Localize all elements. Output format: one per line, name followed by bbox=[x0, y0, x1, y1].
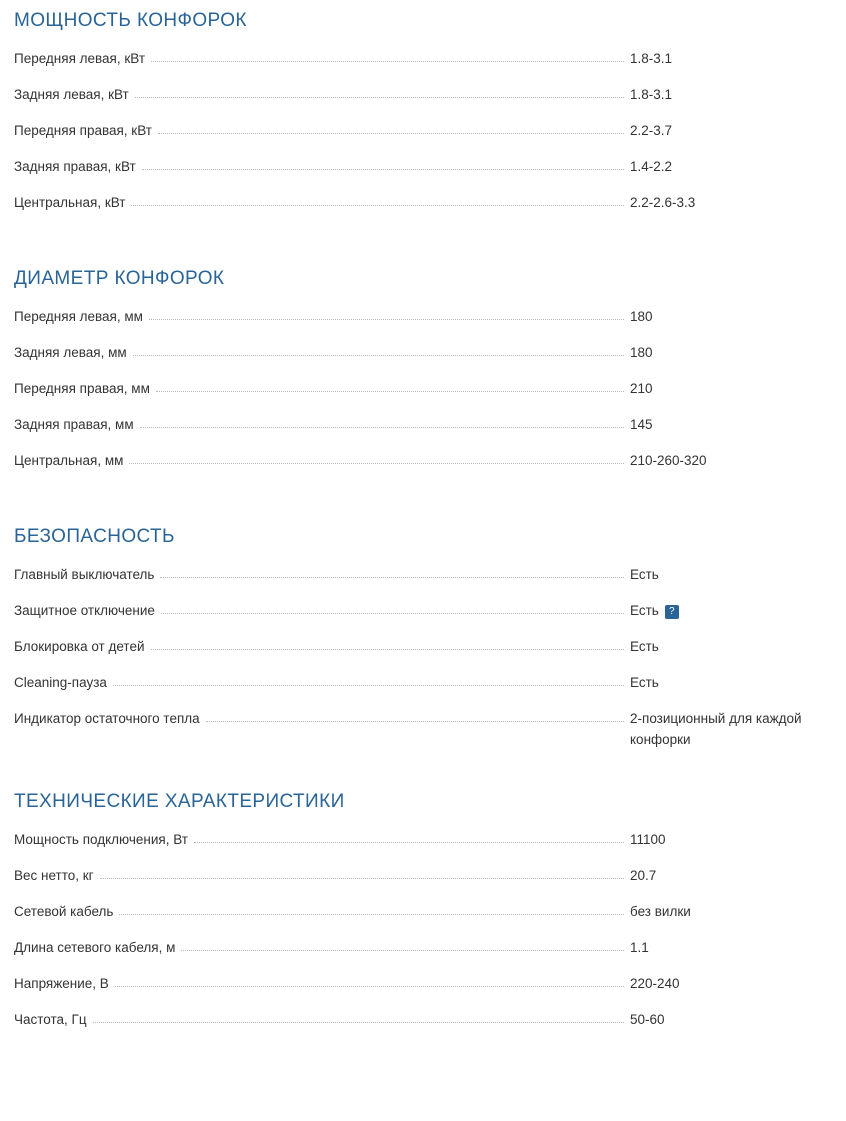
spec-section bbox=[0, 10, 846, 228]
spec-label: Cleaning-пауза bbox=[14, 675, 107, 690]
spec-row bbox=[0, 937, 846, 973]
spec-value-text: 11100 bbox=[630, 831, 666, 847]
spec-label: Задняя правая, кВт bbox=[14, 159, 136, 174]
spec-value-text: 180 bbox=[630, 345, 653, 360]
spec-label: Передняя правая, мм bbox=[14, 381, 150, 396]
spec-label: Защитное отключение bbox=[14, 603, 155, 618]
spec-list bbox=[0, 564, 846, 751]
spec-section bbox=[0, 268, 846, 486]
spec-label: Индикатор остаточного тепла bbox=[14, 711, 200, 726]
spec-row bbox=[0, 156, 846, 192]
dotted-leader bbox=[161, 600, 624, 614]
spec-value-text: 145 bbox=[630, 417, 653, 432]
spec-row bbox=[0, 829, 846, 865]
spec-value-text: 2-позиционный для каждой конфорки bbox=[630, 711, 802, 747]
spec-row bbox=[0, 865, 846, 901]
spec-value-text: 1.8-3.1 bbox=[630, 51, 673, 66]
spec-value-text: Есть bbox=[630, 567, 659, 582]
spec-value-text: 20.7 bbox=[630, 867, 657, 883]
spec-value bbox=[630, 865, 838, 887]
spec-value bbox=[630, 84, 838, 106]
spec-row bbox=[0, 48, 846, 84]
spec-value-text: 1.8-3.1 bbox=[630, 87, 673, 102]
spec-value bbox=[630, 901, 838, 923]
dotted-leader bbox=[181, 937, 624, 951]
dotted-leader bbox=[158, 120, 624, 134]
spec-value bbox=[630, 156, 838, 178]
spec-value bbox=[630, 342, 838, 364]
spec-label: Частота, Гц bbox=[14, 1011, 87, 1027]
spec-row bbox=[0, 306, 846, 342]
section-title: БЕЗОПАСНОСТЬ bbox=[14, 526, 175, 547]
help-icon[interactable]: ? bbox=[665, 605, 679, 619]
dotted-leader bbox=[142, 156, 624, 170]
spec-row bbox=[0, 1009, 846, 1045]
spec-label: Центральная, кВт bbox=[14, 195, 126, 210]
spec-value-text: 210 bbox=[630, 381, 653, 396]
dotted-leader bbox=[140, 414, 624, 428]
spec-label: Задняя левая, мм bbox=[14, 345, 127, 360]
spec-value bbox=[630, 600, 838, 622]
spec-row bbox=[0, 564, 846, 600]
spec-row bbox=[0, 192, 846, 228]
dotted-leader bbox=[135, 84, 624, 98]
spec-value bbox=[630, 450, 838, 472]
spec-value bbox=[630, 378, 838, 400]
spec-label: Длина сетевого кабеля, м bbox=[14, 939, 176, 955]
spec-row bbox=[0, 342, 846, 378]
spec-row bbox=[0, 708, 846, 751]
spec-value-text: без вилки bbox=[630, 903, 691, 919]
dotted-leader bbox=[149, 306, 624, 320]
spec-row bbox=[0, 600, 846, 636]
spec-value-text: 220-240 bbox=[630, 975, 680, 991]
spec-value-text: 50-60 bbox=[630, 1011, 665, 1027]
spec-value bbox=[630, 120, 838, 142]
spec-value-text: 2.2-2.6-3.3 bbox=[630, 195, 696, 210]
spec-value bbox=[630, 564, 838, 586]
spec-value-text: 2.2-3.7 bbox=[630, 123, 673, 138]
spec-row bbox=[0, 973, 846, 1009]
spec-label: Главный выключатель bbox=[14, 567, 155, 582]
spec-value-text: Есть bbox=[630, 675, 659, 690]
spec-value bbox=[630, 192, 838, 214]
spec-value-text: Есть bbox=[630, 639, 659, 654]
dotted-leader bbox=[151, 48, 624, 62]
spec-value bbox=[630, 1009, 838, 1031]
spec-value-text: 210-260-320 bbox=[630, 453, 707, 468]
spec-value bbox=[630, 708, 838, 751]
dotted-leader bbox=[113, 672, 624, 686]
spec-label: Центральная, мм bbox=[14, 453, 124, 468]
dotted-leader bbox=[194, 829, 624, 843]
spec-value bbox=[630, 672, 838, 694]
spec-row bbox=[0, 636, 846, 672]
spec-value-text: 180 bbox=[630, 309, 653, 324]
dotted-leader bbox=[206, 708, 624, 722]
dotted-leader bbox=[160, 564, 624, 578]
spec-section bbox=[0, 526, 846, 751]
spec-label: Напряжение, В bbox=[14, 975, 109, 991]
spec-label: Блокировка от детей bbox=[14, 639, 145, 654]
dotted-leader bbox=[156, 378, 624, 392]
spec-value-text: Есть bbox=[630, 603, 659, 618]
spec-label: Передняя левая, кВт bbox=[14, 51, 146, 66]
spec-label: Сетевой кабель bbox=[14, 903, 114, 919]
dotted-leader bbox=[119, 901, 624, 915]
section-title: ТЕХНИЧЕСКИЕ ХАРАКТЕРИСТИКИ bbox=[14, 790, 345, 812]
spec-value bbox=[630, 973, 838, 995]
spec-value-text: 1.4-2.2 bbox=[630, 159, 673, 174]
spec-value bbox=[630, 829, 838, 851]
dotted-leader bbox=[133, 342, 624, 356]
section-title: МОЩНОСТЬ КОНФОРОК bbox=[14, 10, 247, 31]
section-title: ДИАМЕТР КОНФОРОК bbox=[14, 268, 225, 289]
spec-value bbox=[630, 937, 838, 959]
spec-row bbox=[0, 901, 846, 937]
spec-label: Передняя левая, мм bbox=[14, 309, 143, 324]
spec-row bbox=[0, 450, 846, 486]
spec-value bbox=[630, 414, 838, 436]
dotted-leader bbox=[100, 865, 624, 879]
spec-row bbox=[0, 672, 846, 708]
spec-row bbox=[0, 120, 846, 156]
spec-row bbox=[0, 84, 846, 120]
dotted-leader bbox=[129, 450, 624, 464]
spec-label: Задняя правая, мм bbox=[14, 417, 134, 432]
dotted-leader bbox=[151, 636, 624, 650]
spec-value bbox=[630, 636, 838, 658]
spec-label: Передняя правая, кВт bbox=[14, 123, 152, 138]
spec-label: Вес нетто, кг bbox=[14, 867, 94, 883]
dotted-leader bbox=[93, 1009, 624, 1023]
spec-row bbox=[0, 378, 846, 414]
spec-value bbox=[630, 306, 838, 328]
dotted-leader bbox=[115, 973, 624, 987]
spec-list bbox=[0, 829, 846, 1045]
spec-list bbox=[0, 48, 846, 228]
spec-sheet bbox=[0, 10, 846, 1045]
spec-label: Мощность подключения, Вт bbox=[14, 831, 188, 847]
spec-section bbox=[0, 791, 846, 1045]
spec-sections bbox=[0, 10, 846, 1045]
spec-label: Задняя левая, кВт bbox=[14, 87, 129, 102]
spec-value-text: 1.1 bbox=[630, 939, 649, 955]
spec-list bbox=[0, 306, 846, 486]
spec-value bbox=[630, 48, 838, 70]
dotted-leader bbox=[131, 192, 624, 206]
spec-row bbox=[0, 414, 846, 450]
